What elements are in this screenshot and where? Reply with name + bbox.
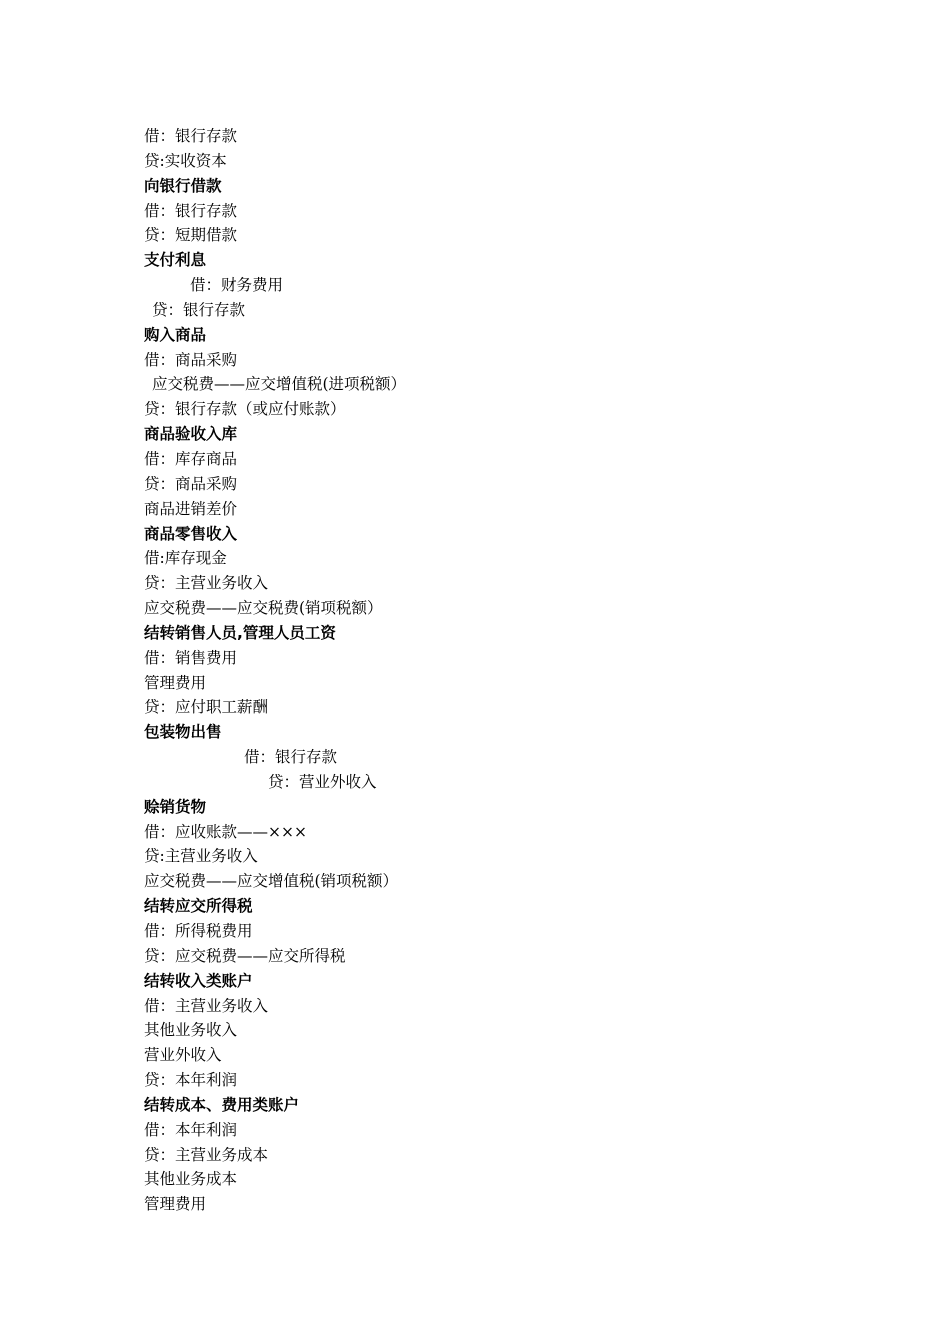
entry-line: 借：销售费用 bbox=[144, 648, 238, 667]
entry-line: 管理费用 bbox=[144, 1195, 207, 1214]
section-heading: 商品验收入库 bbox=[144, 425, 238, 444]
section-heading: 向银行借款 bbox=[144, 176, 222, 195]
entry-line: 借：财务费用 bbox=[190, 276, 284, 295]
entry-line: 贷：短期借款 bbox=[144, 226, 238, 245]
entry-line: 贷：应付职工薪酬 bbox=[144, 698, 269, 717]
journal-entries bbox=[144, 124, 844, 1217]
entry-line: 贷：本年利润 bbox=[144, 1071, 238, 1090]
entry-line: 营业外收入 bbox=[144, 1046, 222, 1065]
entry-line: 借：应收账款——××× bbox=[144, 822, 307, 841]
section-heading: 赊销货物 bbox=[144, 797, 207, 816]
entry-line: 贷：银行存款（或应付账款） bbox=[144, 400, 346, 419]
section-heading: 支付利息 bbox=[144, 251, 207, 270]
entry-line: 贷：营业外收入 bbox=[268, 772, 377, 791]
entry-line: 贷：应交税费——应交所得税 bbox=[144, 946, 346, 965]
entry-line: 借：商品采购 bbox=[144, 350, 238, 369]
entry-line: 其他业务收入 bbox=[144, 1021, 238, 1040]
entry-line: 贷：商品采购 bbox=[144, 474, 238, 493]
entry-line: 借:库存现金 bbox=[144, 549, 227, 568]
entry-line: 借：所得税费用 bbox=[144, 922, 253, 940]
entry-line: 贷：银行存款 bbox=[152, 300, 246, 319]
section-heading: 结转成本、费用类账户 bbox=[144, 1095, 300, 1114]
entry-line: 借：主营业务收入 bbox=[144, 996, 269, 1015]
entry-line: 借：库存商品 bbox=[144, 449, 238, 468]
entry-line: 借：银行存款 bbox=[244, 748, 338, 767]
section-heading: 包装物出售 bbox=[144, 723, 222, 742]
entry-line: 贷：主营业务成本 bbox=[144, 1145, 269, 1164]
section-heading: 商品零售收入 bbox=[144, 524, 238, 543]
entry-line: 应交税费——应交增值税(进项税额） bbox=[152, 375, 407, 394]
entry-line: 商品进销差价 bbox=[144, 499, 238, 518]
entry-line: 贷:主营业务收入 bbox=[144, 847, 258, 866]
entry-line: 管理费用 bbox=[144, 673, 207, 692]
entry-line: 借：银行存款 bbox=[144, 201, 238, 220]
entry-line: 应交税费——应交税费(销项税额） bbox=[144, 599, 383, 618]
section-heading: 购入商品 bbox=[144, 325, 207, 344]
section-heading: 结转销售人员,管理人员工资 bbox=[144, 623, 336, 642]
entry-line: 其他业务成本 bbox=[144, 1170, 238, 1189]
entry-line: 应交税费——应交增值税(销项税额） bbox=[144, 872, 399, 891]
entry-line: 借：银行存款 bbox=[144, 127, 238, 145]
section-heading: 结转应交所得税 bbox=[144, 897, 253, 916]
entry-line: 借：本年利润 bbox=[144, 1120, 238, 1139]
entry-line: 贷:实收资本 bbox=[144, 151, 227, 170]
entry-line: 贷：主营业务收入 bbox=[144, 574, 269, 593]
section-heading: 结转收入类账户 bbox=[144, 971, 253, 990]
